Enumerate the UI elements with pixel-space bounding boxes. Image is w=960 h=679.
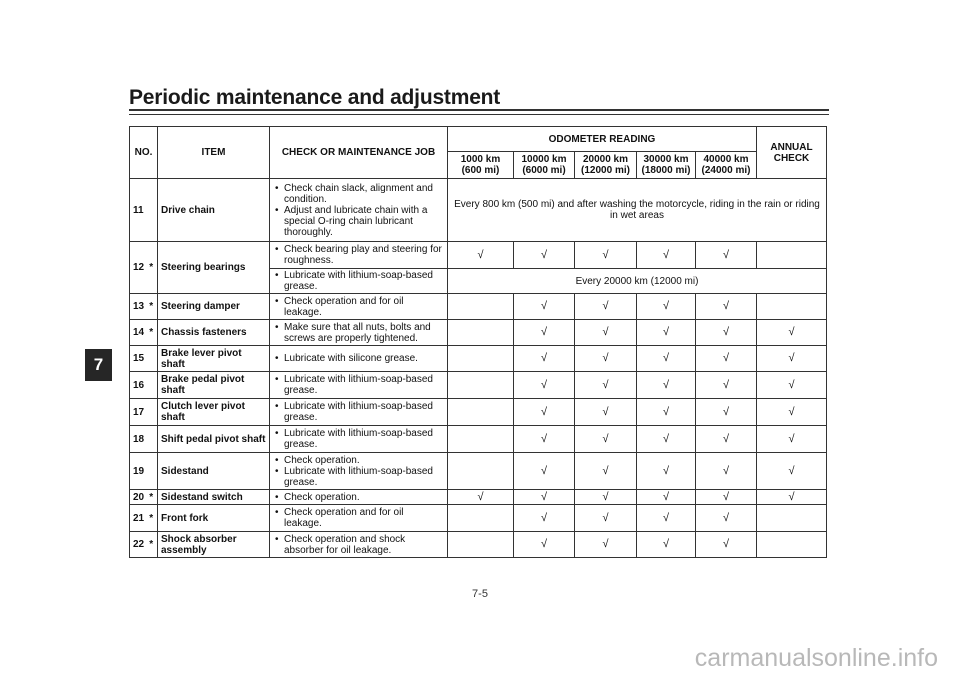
check-cell	[637, 532, 696, 558]
check-cell	[448, 453, 514, 490]
check-mark: √	[540, 300, 548, 312]
row-item: Sidestand switch	[158, 490, 270, 505]
check-cell	[575, 372, 637, 399]
row-number: 18	[130, 426, 146, 453]
row-star	[146, 453, 158, 490]
check-cell	[757, 399, 827, 426]
check-mark: √	[722, 378, 730, 391]
check-cell	[757, 490, 827, 505]
check-cell	[757, 346, 827, 372]
table-row	[130, 505, 827, 532]
row-star: *	[146, 294, 158, 320]
table-row	[130, 320, 827, 346]
check-mark: √	[722, 464, 730, 477]
check-mark: √	[602, 378, 609, 391]
interval-km: 1000 km	[460, 154, 501, 165]
check-mark: √	[602, 432, 609, 445]
check-cell	[696, 372, 757, 399]
row-number: 20	[130, 490, 146, 505]
job-cell	[270, 505, 448, 532]
table-row	[130, 490, 827, 505]
header-interval	[575, 152, 637, 179]
check-cell	[757, 426, 827, 453]
check-mark: √	[540, 352, 548, 364]
check-cell	[637, 505, 696, 532]
job-list	[273, 401, 444, 423]
check-cell	[448, 320, 514, 346]
table-row	[130, 426, 827, 453]
check-cell	[696, 453, 757, 490]
table-row	[130, 453, 827, 490]
job-list	[273, 428, 444, 450]
check-cell	[757, 372, 827, 399]
job-cell	[270, 453, 448, 490]
check-mark: √	[722, 300, 730, 312]
row-number: 21	[130, 505, 146, 532]
title-rule-thick	[129, 109, 829, 111]
job-list	[273, 534, 444, 556]
header-interval	[514, 152, 575, 179]
title-rule-thin	[129, 114, 829, 115]
check-mark: √	[662, 248, 670, 261]
job-list	[273, 455, 444, 488]
check-cell	[637, 294, 696, 320]
check-mark: √	[722, 538, 730, 550]
check-cell	[575, 505, 637, 532]
check-cell	[514, 346, 575, 372]
check-mark: √	[662, 511, 670, 524]
check-mark: √	[602, 326, 609, 338]
chapter-tab: 7	[85, 349, 112, 381]
table-row	[130, 294, 827, 320]
check-mark: √	[540, 326, 548, 338]
check-mark: √	[602, 352, 609, 364]
job-cell	[270, 426, 448, 453]
check-mark: √	[662, 490, 670, 503]
job-list	[273, 322, 444, 344]
check-mark: √	[788, 378, 795, 391]
check-cell	[696, 399, 757, 426]
check-mark: √	[540, 511, 548, 524]
check-mark: √	[722, 248, 730, 261]
check-cell	[696, 294, 757, 320]
check-mark: √	[540, 432, 548, 445]
check-cell	[448, 399, 514, 426]
check-cell	[637, 320, 696, 346]
check-mark: √	[662, 378, 670, 391]
check-mark: √	[540, 405, 548, 418]
check-cell	[575, 453, 637, 490]
interval-km: 10000 km	[521, 154, 567, 165]
check-cell	[448, 242, 514, 269]
row-star	[146, 346, 158, 372]
job-item: • Lubricate with lithium-soap-based grease.	[284, 374, 444, 396]
check-cell	[757, 532, 827, 558]
job-list	[273, 244, 444, 266]
watermark: carmanualsonline.info	[694, 644, 938, 672]
job-list	[273, 183, 444, 238]
header-interval	[637, 152, 696, 179]
header-interval	[696, 152, 757, 179]
check-mark: √	[602, 511, 609, 524]
check-cell	[448, 532, 514, 558]
job-cell	[270, 346, 448, 372]
check-mark: √	[788, 464, 795, 477]
check-cell	[575, 242, 637, 269]
check-mark: √	[540, 490, 548, 503]
check-cell	[514, 242, 575, 269]
check-cell	[696, 532, 757, 558]
row-number: 12	[130, 242, 146, 294]
row-item: Clutch lever pivot shaft	[158, 399, 270, 426]
interval-note: Every 20000 km (12000 mi)	[448, 269, 827, 294]
check-mark: √	[662, 352, 670, 364]
check-cell	[514, 490, 575, 505]
check-cell	[575, 294, 637, 320]
check-mark: √	[662, 432, 670, 445]
check-cell	[448, 505, 514, 532]
job-cell	[270, 490, 448, 505]
row-number: 11	[130, 179, 146, 242]
check-cell	[696, 505, 757, 532]
job-cell	[270, 179, 448, 242]
interval-mi: (6000 mi)	[522, 165, 566, 176]
check-cell	[514, 532, 575, 558]
check-cell	[696, 320, 757, 346]
table-row	[130, 372, 827, 399]
check-mark: √	[662, 538, 670, 550]
check-cell	[514, 505, 575, 532]
check-cell	[757, 505, 827, 532]
check-mark: √	[722, 432, 730, 445]
header-item: ITEM	[158, 127, 270, 179]
check-mark: √	[602, 538, 609, 550]
header-job: CHECK OR MAINTENANCE JOB	[270, 127, 448, 179]
job-item: • Check operation and for oil leakage.	[284, 296, 444, 318]
check-mark: √	[722, 405, 730, 418]
job-item: • Check chain slack, alignment and condition.	[284, 183, 444, 205]
check-cell	[514, 453, 575, 490]
check-cell	[696, 346, 757, 372]
row-item: Steering bearings	[158, 242, 270, 294]
table-row	[130, 532, 827, 558]
job-item: • Check operation.	[284, 492, 444, 503]
check-cell	[514, 320, 575, 346]
check-mark: √	[722, 326, 730, 338]
job-cell	[270, 532, 448, 558]
job-item: • Adjust and lubricate chain with a special O-ring chain lubricant thoroughly.	[284, 205, 444, 238]
interval-mi: (12000 mi)	[581, 165, 630, 176]
row-star: *	[146, 490, 158, 505]
table-row	[130, 179, 827, 242]
check-mark: √	[602, 464, 609, 477]
check-cell	[637, 372, 696, 399]
row-number: 17	[130, 399, 146, 426]
check-mark: √	[540, 538, 548, 550]
check-cell	[757, 320, 827, 346]
row-star: *	[146, 320, 158, 346]
row-number: 19	[130, 453, 146, 490]
check-mark: √	[722, 352, 730, 364]
interval-mi: (24000 mi)	[701, 165, 751, 176]
job-item: • Lubricate with lithium-soap-based grease.	[284, 428, 444, 450]
header-odometer: ODOMETER READING	[448, 127, 757, 152]
check-cell	[696, 490, 757, 505]
check-cell	[448, 346, 514, 372]
page-number: 7-5	[472, 588, 488, 600]
job-cell	[270, 372, 448, 399]
row-number: 13	[130, 294, 146, 320]
row-star: *	[146, 505, 158, 532]
check-cell	[757, 453, 827, 490]
row-star	[146, 179, 158, 242]
job-cell	[270, 399, 448, 426]
check-mark: √	[788, 490, 795, 503]
check-cell	[575, 426, 637, 453]
check-mark: √	[540, 378, 548, 391]
row-number: 16	[130, 372, 146, 399]
row-item: Front fork	[158, 505, 270, 532]
interval-km: 40000 km	[703, 154, 749, 165]
table-row	[130, 399, 827, 426]
check-mark: √	[722, 511, 730, 524]
check-cell	[514, 372, 575, 399]
check-cell	[575, 346, 637, 372]
check-cell	[757, 294, 827, 320]
check-cell	[448, 372, 514, 399]
check-cell	[448, 426, 514, 453]
job-item: • Lubricate with lithium-soap-based grease.	[284, 401, 444, 423]
row-number: 22	[130, 532, 146, 558]
check-mark: √	[662, 326, 670, 338]
table-row	[130, 346, 827, 372]
row-number: 14	[130, 320, 146, 346]
check-cell	[757, 242, 827, 269]
check-mark: √	[662, 464, 670, 477]
job-item: • Check operation and shock absorber for oil leakage.	[284, 534, 444, 556]
check-mark: √	[788, 326, 795, 338]
check-cell	[696, 242, 757, 269]
job-item: • Lubricate with lithium-soap-based grease.	[284, 466, 444, 488]
check-mark: √	[602, 300, 609, 312]
check-cell	[575, 320, 637, 346]
check-cell	[575, 490, 637, 505]
job-list	[273, 492, 444, 503]
row-item: Sidestand	[158, 453, 270, 490]
check-mark: √	[477, 248, 484, 261]
row-item: Steering damper	[158, 294, 270, 320]
check-cell	[448, 294, 514, 320]
check-mark: √	[602, 490, 609, 503]
row-item: Drive chain	[158, 179, 270, 242]
check-mark: √	[662, 300, 670, 312]
row-item: Chassis fasteners	[158, 320, 270, 346]
job-item: • Lubricate with silicone grease.	[284, 353, 444, 364]
job-cell	[270, 320, 448, 346]
check-mark: √	[540, 248, 548, 261]
check-mark: √	[788, 405, 795, 418]
row-item: Brake pedal pivot shaft	[158, 372, 270, 399]
check-cell	[637, 399, 696, 426]
row-star: *	[146, 532, 158, 558]
check-mark: √	[788, 432, 795, 445]
interval-note: Every 800 km (500 mi) and after washing the motorcycle, riding in the rain or riding in wet areas	[448, 179, 827, 242]
interval-km: 30000 km	[643, 154, 689, 165]
job-cell	[270, 242, 448, 269]
check-cell	[637, 346, 696, 372]
check-cell	[637, 426, 696, 453]
check-cell	[575, 399, 637, 426]
job-item: • Lubricate with lithium-soap-based grease.	[284, 270, 444, 292]
job-list	[273, 270, 444, 292]
check-mark: √	[722, 490, 730, 503]
table-row	[130, 242, 827, 269]
header-interval	[448, 152, 514, 179]
row-star	[146, 426, 158, 453]
check-mark: √	[662, 405, 670, 418]
row-star: *	[146, 242, 158, 294]
page-title: Periodic maintenance and adjustment	[129, 86, 501, 109]
check-mark: √	[788, 352, 795, 364]
check-mark: √	[602, 248, 609, 261]
check-cell	[637, 490, 696, 505]
check-mark: √	[602, 405, 609, 418]
row-number: 15	[130, 346, 146, 372]
job-cell	[270, 294, 448, 320]
job-item: • Check bearing play and steering for roughness.	[284, 244, 444, 266]
job-item: • Check operation and for oil leakage.	[284, 507, 444, 529]
row-star	[146, 372, 158, 399]
check-cell	[637, 242, 696, 269]
check-cell	[575, 532, 637, 558]
row-item: Brake lever pivot shaft	[158, 346, 270, 372]
job-item: • Check operation.	[284, 455, 444, 466]
check-cell	[696, 426, 757, 453]
job-list	[273, 296, 444, 318]
interval-km: 20000 km	[582, 154, 629, 165]
check-cell	[448, 490, 514, 505]
check-cell	[514, 294, 575, 320]
row-star	[146, 399, 158, 426]
check-cell	[514, 399, 575, 426]
check-cell	[637, 453, 696, 490]
check-cell	[514, 426, 575, 453]
job-list	[273, 374, 444, 396]
interval-mi: (600 mi)	[461, 165, 500, 176]
job-cell	[270, 269, 448, 294]
check-mark: √	[477, 490, 484, 503]
job-list	[273, 353, 444, 364]
row-item: Shock absorber assembly	[158, 532, 270, 558]
interval-mi: (18000 mi)	[641, 165, 691, 176]
header-no: NO.	[130, 127, 158, 179]
job-list	[273, 507, 444, 529]
check-mark: √	[540, 464, 548, 477]
maintenance-table	[129, 126, 827, 558]
job-item: • Make sure that all nuts, bolts and screws are properly tightened.	[284, 322, 444, 344]
header-annual: ANNUAL CHECK	[757, 127, 827, 179]
row-item: Shift pedal pivot shaft	[158, 426, 270, 453]
